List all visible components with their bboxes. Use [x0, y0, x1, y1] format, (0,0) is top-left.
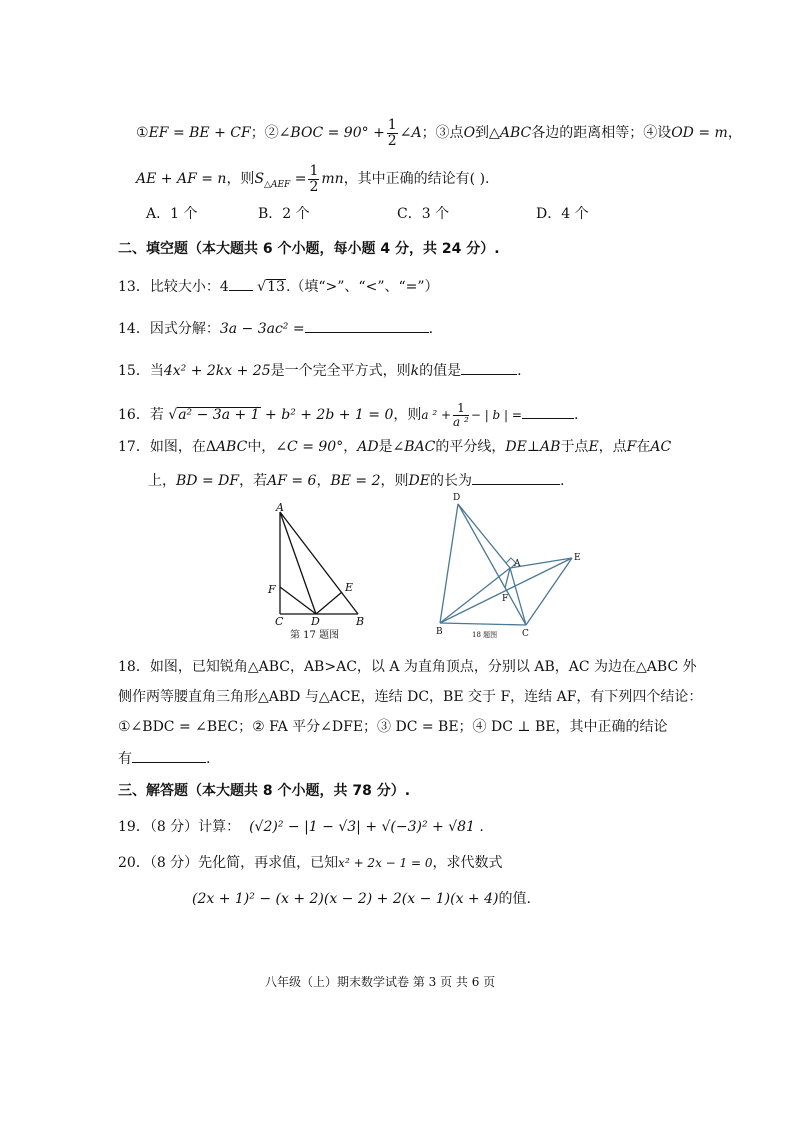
- question-18-line4: 有 .: [118, 751, 211, 767]
- fraction-half: $\frac{1}{2}$: [387, 117, 397, 149]
- figure-18-caption: 18 题图: [472, 631, 498, 639]
- question-20-line1: 20．（8 分）先化简，再求值，已知x² + 2x − 1 = 0，求代数式: [118, 855, 503, 871]
- answer-blank: [461, 362, 517, 375]
- label-f: F: [268, 583, 276, 596]
- side-ce: [526, 558, 572, 625]
- label-a: A: [514, 559, 521, 569]
- q20-expression: (2x + 1)² − (x + 2)(x − 2) + 2(x − 1)(x + 4): [192, 891, 499, 907]
- segment-de: [316, 592, 342, 614]
- fraction-half: $\frac{1}{2}$: [309, 163, 319, 195]
- label-e: E: [345, 581, 354, 594]
- option-c: C．3 个: [397, 206, 450, 222]
- option-d: D．4 个: [536, 206, 589, 222]
- segment-ad: [280, 512, 316, 614]
- question-18-line1: 18．如图，已知锐角△ABC，AB>AC，以 A 为直角顶点，分别以 AB，AC 为边在△ABC 外: [118, 659, 697, 675]
- answer-blank: [522, 406, 574, 419]
- option-b: B．2 个: [258, 206, 310, 222]
- question-15: 15．当4x² + 2kx + 25是一个完全平方式，则k的值是 .: [118, 363, 522, 379]
- question-16: 16．若 √a² − 3a + 1 + b² + 2b + 1 = 0，则a ² + $\frac{1}{\text{a ²}}$ − | b | = .: [118, 401, 579, 429]
- figure-18: [430, 488, 590, 643]
- question-18-line3: ①∠BDC = ∠BEC；② FA 平分∠DFE；③ DC = BE；④ DC ⊥ BE，其中正确的结论: [118, 719, 668, 735]
- side-bc: [440, 623, 526, 625]
- question-13: 13．比较大小：4 √13.（填“>”、“<”、“=”）: [118, 279, 439, 295]
- section-3-heading: 三、解答题（本大题共 8 个小题，共 78 分）.: [118, 783, 411, 799]
- side-ba: [440, 568, 510, 623]
- segment-be: [440, 558, 572, 623]
- q12-line1: ①EF = BE + CF；②∠BOC = 90° + $\frac{1}{2}$ ∠A；③点O到△ABC各边的距离相等；④设OD = m，: [136, 117, 742, 149]
- section-2-heading: 二、填空题（本大题共 6 个小题，每小题 4 分，共 24 分）.: [118, 241, 500, 257]
- side-ab: [280, 512, 358, 614]
- page-footer: 八年级（上）期末数学试卷 第 3 页 共 6 页: [265, 975, 496, 989]
- label-f: F: [502, 594, 509, 604]
- answer-blank: [132, 750, 206, 763]
- option-a: A．1 个: [146, 206, 198, 222]
- figure-17: [262, 498, 382, 643]
- label-b: B: [356, 615, 365, 628]
- side-da: [458, 504, 510, 568]
- label-e: E: [574, 553, 581, 563]
- answer-blank: [472, 472, 560, 485]
- answer-blank: [229, 278, 253, 291]
- side-ac: [510, 568, 526, 625]
- figure-17-caption: 第 17 题图: [290, 630, 340, 641]
- question-20-line2: (2x + 1)² − (x + 2)(x − 2) + 2(x − 1)(x + 4)的值.: [192, 891, 531, 907]
- label-d: D: [453, 493, 461, 503]
- fraction: $\frac{1}{\text{a ²}}$: [453, 401, 469, 429]
- label-c: C: [522, 629, 529, 639]
- side-db: [440, 504, 458, 623]
- label-c: C: [275, 615, 284, 628]
- label-b: B: [436, 627, 443, 637]
- q12-line2: AE + AF = n，则$S_{\triangle AEF}$ = $\frac{1}{2}$ mn，其中正确的结论有( ).: [136, 163, 490, 195]
- question-17-line2: 上，BD = DF，若AF = 6，BE = 2，则DE的长为 .: [148, 473, 565, 489]
- label-a: A: [276, 501, 284, 514]
- q19-expression: (√2)² − |1 − √3| + √(−3)² + √81 .: [249, 819, 484, 835]
- question-18-line2: 侧作两等腰直角三角形△ABD 与△ACE，连结 DC，BE 交于 F，连结 AF，有下列四个结论：: [118, 689, 703, 705]
- answer-blank: [305, 320, 429, 333]
- question-14: 14．因式分解：3a − 3ac² = .: [118, 321, 434, 337]
- question-19: 19．（8 分）计算： (√2)² − |1 − √3| + √(−3)² + √81 .: [118, 819, 484, 835]
- question-17-line1: 17．如图，在ΔABC中，∠C = 90°，AD是∠BAC的平分线，DE⊥AB于点E，点F在AC: [118, 439, 672, 455]
- label-d: D: [311, 615, 320, 628]
